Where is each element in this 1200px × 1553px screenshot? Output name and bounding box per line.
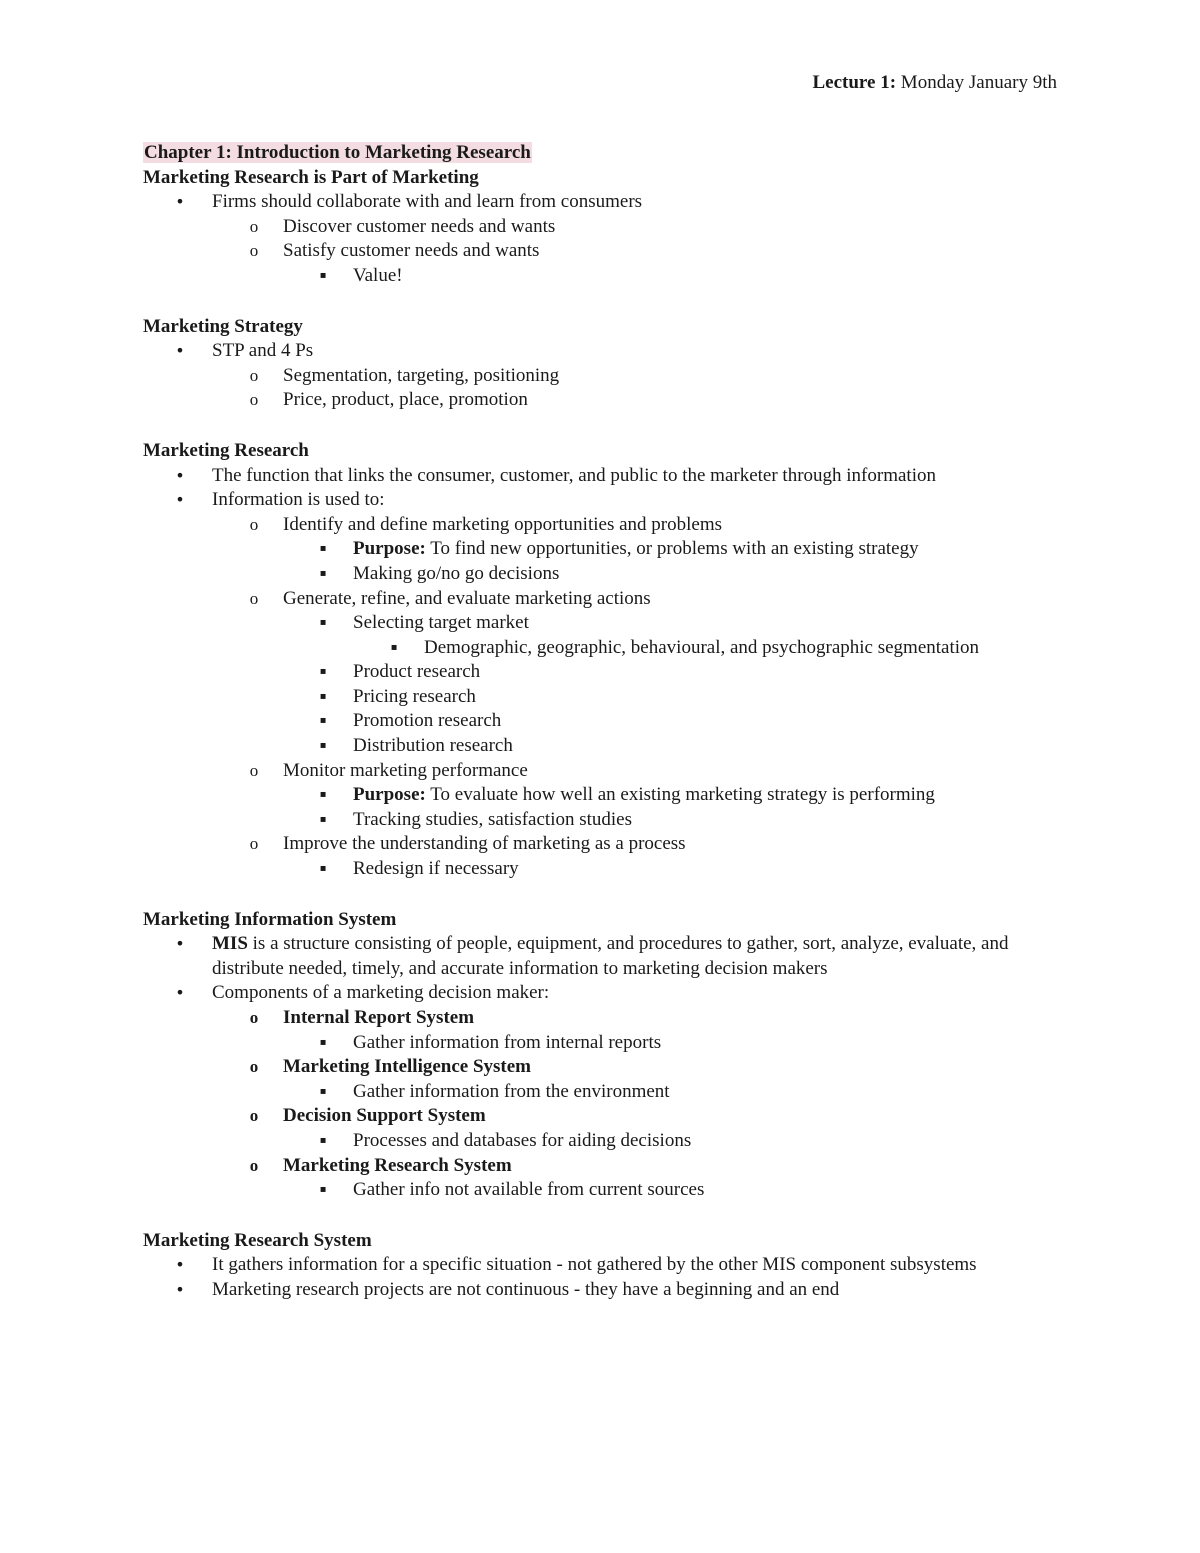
bullet-square: ▪ bbox=[319, 1036, 327, 1048]
bullet-square: ▪ bbox=[319, 1134, 327, 1146]
item-text: Identify and define marketing opportunities and problems bbox=[283, 513, 722, 535]
item-text: Demographic, geographic, behavioural, and psychographic segmentation bbox=[424, 636, 980, 658]
list-item bbox=[143, 1278, 1073, 1303]
list-item bbox=[143, 364, 1073, 389]
list-item bbox=[143, 759, 1073, 784]
list-item bbox=[143, 464, 1073, 489]
list-item bbox=[143, 636, 1073, 661]
item-text: Value! bbox=[353, 264, 403, 286]
bullet-square: ▪ bbox=[319, 666, 327, 678]
section-heading: Marketing Research bbox=[143, 439, 309, 461]
section-spacer bbox=[143, 413, 1073, 439]
item-text: Gather information from the environment bbox=[353, 1080, 670, 1102]
purpose-label: Purpose: bbox=[353, 538, 426, 560]
item-text: Price, product, place, promotion bbox=[283, 389, 528, 411]
item-text: Satisfy customer needs and wants bbox=[283, 240, 540, 262]
bullet-square: ▪ bbox=[319, 1184, 327, 1196]
list-item bbox=[143, 1006, 1073, 1031]
bullet-circle: o bbox=[249, 514, 259, 534]
chapter-title: Chapter 1: Introduction to Marketing Research bbox=[144, 142, 531, 163]
bullet-square: ▪ bbox=[319, 863, 327, 875]
bullet-square: ▪ bbox=[319, 740, 327, 752]
list-item bbox=[143, 783, 1073, 808]
item-text: Making go/no go decisions bbox=[353, 562, 560, 584]
bullet-circle: o bbox=[249, 760, 259, 780]
component-name: Marketing Intelligence System bbox=[283, 1056, 532, 1078]
item-text: STP and 4 Ps bbox=[212, 340, 314, 362]
item-text: Selecting target market bbox=[353, 612, 529, 634]
list-item bbox=[143, 832, 1073, 857]
chapter-title-line bbox=[143, 141, 1073, 166]
bullet-square: ▪ bbox=[319, 543, 327, 555]
bullet-circle: o bbox=[249, 216, 259, 236]
section-spacer bbox=[143, 289, 1073, 315]
item-text: Distribution research bbox=[353, 735, 513, 757]
bullet-square: ▪ bbox=[319, 269, 327, 281]
section-spacer bbox=[143, 882, 1073, 908]
bullet-square: ▪ bbox=[319, 813, 327, 825]
list-item bbox=[143, 1154, 1073, 1179]
list-item bbox=[143, 709, 1073, 734]
section-heading: Marketing Strategy bbox=[143, 315, 303, 337]
item-text: To find new opportunities, or problems with an existing strategy bbox=[425, 538, 919, 560]
component-name: Marketing Research System bbox=[283, 1154, 512, 1176]
item-text: Information is used to: bbox=[212, 489, 385, 511]
list-item bbox=[143, 239, 1073, 264]
item-text: Segmentation, targeting, positioning bbox=[283, 364, 560, 386]
list-item bbox=[143, 1080, 1073, 1105]
item-text: Processes and databases for aiding decisions bbox=[353, 1129, 692, 1151]
list-item bbox=[143, 488, 1073, 513]
item-text: Pricing research bbox=[353, 685, 476, 707]
list-item bbox=[143, 1253, 992, 1278]
item-text: Tracking studies, satisfaction studies bbox=[353, 808, 632, 830]
bullet-square: ▪ bbox=[319, 567, 327, 579]
bullet-circle: o bbox=[249, 834, 259, 854]
list-item bbox=[143, 1178, 1073, 1203]
bullet-square: ▪ bbox=[319, 1085, 327, 1097]
list-item bbox=[143, 587, 1073, 612]
item-text: Firms should collaborate with and learn from consumers bbox=[212, 191, 643, 213]
item-text: is a structure consisting of people, equipment, and procedures to gather, sort, analyze, evaluate, and distribute needed, timely, and accurate information to marketing decision makers bbox=[212, 933, 1009, 979]
bullet-square: ▪ bbox=[390, 641, 398, 653]
bullet-circle: o bbox=[249, 1155, 259, 1175]
item-text: Improve the understanding of marketing as a process bbox=[283, 833, 686, 855]
bullet-circle: o bbox=[249, 588, 259, 608]
bullet-disc: • bbox=[175, 1279, 185, 1299]
bullet-disc: • bbox=[175, 1255, 185, 1275]
bullet-square: ▪ bbox=[319, 789, 327, 801]
item-text: Redesign if necessary bbox=[353, 858, 519, 880]
purpose-label: Purpose: bbox=[353, 784, 426, 806]
component-name: Internal Report System bbox=[283, 1007, 475, 1028]
list-item bbox=[143, 190, 1073, 215]
bullet-circle: o bbox=[249, 1106, 259, 1126]
bullet-circle: o bbox=[249, 365, 259, 385]
item-text: Marketing research projects are not continuous - they have a beginning and an end bbox=[212, 1278, 840, 1300]
list-item bbox=[143, 611, 1073, 636]
list-item bbox=[143, 808, 1073, 833]
list-item bbox=[143, 537, 1073, 562]
list-item bbox=[143, 685, 1073, 710]
bullet-circle: o bbox=[249, 241, 259, 261]
list-item bbox=[143, 932, 1012, 981]
item-text: Promotion research bbox=[353, 710, 502, 732]
list-item bbox=[143, 1104, 1073, 1129]
list-item bbox=[143, 264, 1073, 289]
list-item bbox=[143, 388, 1073, 413]
bullet-disc: • bbox=[175, 192, 185, 212]
item-text: Gather information from internal reports bbox=[353, 1031, 662, 1053]
bullet-disc: • bbox=[175, 465, 185, 485]
item-text: Gather info not available from current sources bbox=[353, 1179, 705, 1201]
list-item bbox=[143, 513, 1073, 538]
bullet-circle: o bbox=[249, 1057, 259, 1077]
notes-body bbox=[143, 141, 1073, 1303]
item-text: Components of a marketing decision maker: bbox=[212, 982, 550, 1004]
list-item bbox=[143, 339, 1073, 364]
section-heading: Marketing Research System bbox=[143, 1229, 372, 1251]
bullet-square: ▪ bbox=[319, 617, 327, 629]
bullet-disc: • bbox=[175, 983, 185, 1003]
list-item bbox=[143, 660, 1073, 685]
bullet-square: ▪ bbox=[319, 715, 327, 727]
lecture-date: Monday January 9th bbox=[900, 72, 1057, 93]
item-text: Product research bbox=[353, 661, 481, 683]
list-item bbox=[143, 1055, 1073, 1080]
bullet-disc: • bbox=[175, 341, 185, 361]
bullet-disc: • bbox=[175, 490, 185, 510]
list-item bbox=[143, 1031, 1073, 1056]
lecture-label: Lecture 1: bbox=[812, 72, 897, 93]
mis-term: MIS bbox=[212, 933, 248, 955]
item-text: To evaluate how well an existing marketing strategy is performing bbox=[425, 784, 935, 806]
section-heading: Marketing Research is Part of Marketing bbox=[143, 166, 479, 188]
bullet-circle: o bbox=[249, 390, 259, 410]
list-item bbox=[143, 857, 1073, 882]
lecture-header bbox=[813, 70, 1058, 96]
list-item bbox=[143, 215, 1073, 240]
list-item bbox=[143, 1129, 1073, 1154]
component-name: Decision Support System bbox=[283, 1105, 486, 1127]
list-item bbox=[143, 562, 1073, 587]
bullet-square: ▪ bbox=[319, 690, 327, 702]
item-text: Generate, refine, and evaluate marketing actions bbox=[283, 587, 651, 609]
list-item bbox=[143, 734, 1073, 759]
bullet-disc: • bbox=[175, 934, 185, 954]
list-item bbox=[143, 981, 1073, 1006]
section-spacer bbox=[143, 1203, 1073, 1229]
item-text: Discover customer needs and wants bbox=[283, 215, 556, 237]
item-text: It gathers information for a specific situation - not gathered by the other MIS component subsystems bbox=[212, 1254, 977, 1276]
bullet-circle: o bbox=[249, 1008, 259, 1027]
item-text: Monitor marketing performance bbox=[283, 759, 528, 781]
section-heading: Marketing Information System bbox=[143, 908, 397, 930]
item-text: The function that links the consumer, customer, and public to the marketer through information bbox=[212, 464, 936, 486]
